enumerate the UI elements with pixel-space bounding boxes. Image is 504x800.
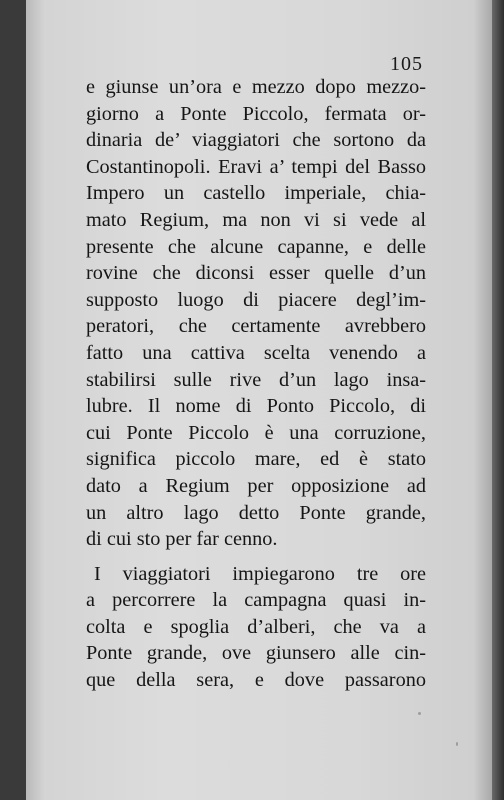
text-line: Ponte grande, ove giunsero alle cin- (86, 642, 426, 665)
text-line: e giunse un’ora e mezzo dopo mezzo- (86, 76, 426, 98)
text-line: Impero un castello imperiale, chia- (86, 182, 426, 205)
text-line: lubre. Il nome di Ponto Piccolo, di (86, 395, 426, 418)
text-line: colta e spoglia d’alberi, che va a (86, 615, 426, 638)
text-line: stabilirsi sulle rive d’un lago insa- (86, 368, 426, 391)
text-line: supposto luogo di piacere degl’im- (86, 288, 426, 311)
text-line: cui Ponte Piccolo è una corruzione, (86, 421, 426, 444)
text-line: mato Regium, ma non vi si vede al (86, 208, 426, 231)
book-spine-shadow (492, 0, 504, 800)
text-line: que della sera, e dove passarono (86, 669, 426, 692)
text-line: rovine che diconsi esser quelle d’un (86, 262, 426, 285)
text-line: di cui sto per far cenno. (86, 528, 278, 551)
text-line: I viaggiatori impiegarono tre ore (94, 562, 426, 585)
text-line: giorno a Ponte Piccolo, fermata or- (86, 102, 426, 125)
paper-sheet (26, 0, 492, 800)
text-line: un altro lago detto Ponte grande, (86, 501, 426, 524)
text-line: fatto una cattiva scelta venendo a (86, 341, 426, 364)
page-number: 105 (390, 53, 423, 75)
paper-speck (418, 712, 421, 715)
text-line: peratori, che certamente avrebbero (86, 315, 426, 338)
text-line: dato a Regium per opposizione ad (86, 474, 426, 497)
paper-speck (456, 742, 458, 746)
paragraph-1 (86, 74, 426, 553)
body-text (86, 74, 426, 694)
text-line: presente che alcune capanne, e delle (86, 235, 426, 258)
paragraph-2 (86, 561, 426, 694)
text-line: dinaria de’ viaggiatori che sortono da (86, 129, 426, 152)
paragraph-gap (86, 553, 426, 561)
text-line: Costantinopoli. Eravi a’ tempi del Basso (86, 155, 426, 178)
text-line: significa piccolo mare, ed è stato (86, 448, 426, 471)
text-line: a percorrere la campagna quasi in- (86, 589, 426, 612)
